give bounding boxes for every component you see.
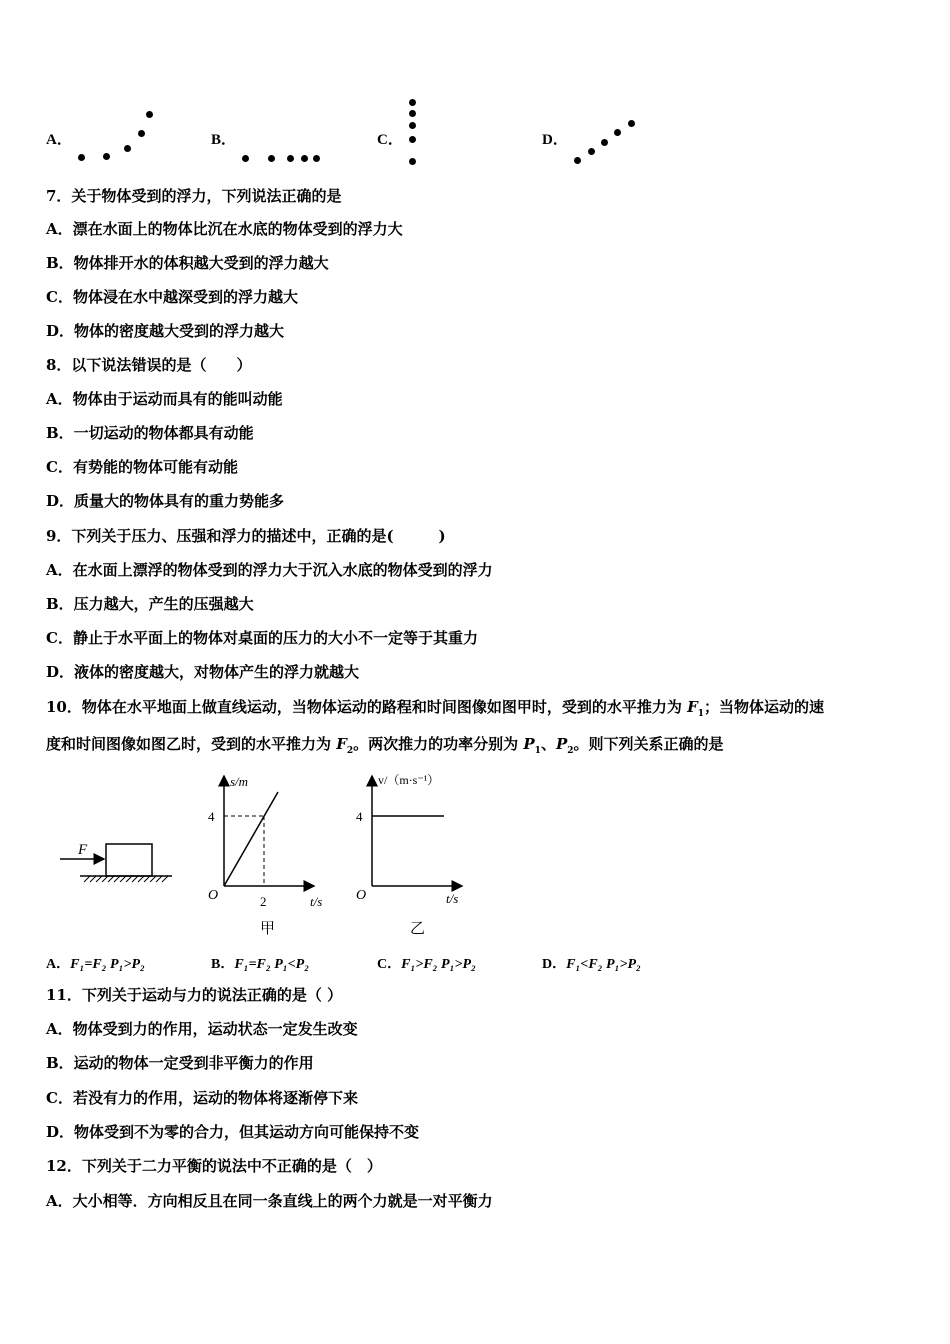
q10-option-d[interactable] — [542, 953, 641, 973]
dot — [301, 155, 308, 162]
dot — [268, 155, 275, 162]
block — [106, 844, 152, 876]
q11-stem: 11．下列关于运动与力的说法正确的是（ ） — [46, 986, 343, 1004]
q8-option-a[interactable]: A．物体由于运动而具有的能叫动能 — [46, 390, 283, 408]
dot — [409, 136, 416, 143]
dot — [78, 154, 85, 161]
q10-p2-sub: 2 — [567, 746, 574, 756]
caption-yi: 乙 — [410, 919, 426, 937]
dot — [146, 111, 153, 118]
q12-option-a[interactable]: A．大小相等．方向相反且在同一条直线上的两个力就是一对平衡力 — [46, 1192, 493, 1210]
graph-jia — [208, 774, 322, 937]
y-tick-label: 4 — [356, 809, 363, 824]
q10-text: 。则下列关系正确的是 — [573, 735, 724, 753]
q10-text: 度和时间图像如图乙时，受到的水平推力为 — [46, 735, 337, 753]
dot — [124, 145, 131, 152]
q10-sep: 、 — [540, 735, 556, 753]
dot — [588, 148, 595, 155]
q10-text: 。两次推力的功率分别为 — [353, 735, 524, 753]
q11-option-b[interactable]: B．运动的物体一定受到非平衡力的作用 — [46, 1054, 314, 1072]
q6-option-c[interactable]: C． — [377, 132, 403, 148]
q10-text: 10．物体在水平地面上做直线运动，当物体运动的路程和时间图像如图甲时，受到的水平推力为 — [46, 698, 688, 716]
q10-p2: P — [555, 735, 568, 753]
q7-option-b[interactable]: B．物体排开水的体积越大受到的浮力越大 — [46, 254, 329, 272]
q12-stem: 12．下列关于二力平衡的说法中不正确的是（ ） — [46, 1157, 382, 1175]
dot — [614, 129, 621, 136]
q10-f1-sub: 1 — [697, 709, 705, 719]
q10-option-letter: C． — [377, 957, 402, 972]
s-t-line — [224, 792, 278, 886]
q10-p1: P — [523, 735, 535, 753]
dot — [628, 120, 635, 127]
q10-p1-sub: 1 — [534, 746, 541, 756]
dot — [313, 155, 320, 162]
q10-option-text: F₁=F₂ P₁>P₂ — [70, 957, 145, 972]
q10-option-c[interactable] — [377, 953, 476, 973]
q6-option-b[interactable]: B． — [211, 132, 237, 148]
dot — [138, 130, 145, 137]
x-axis-label: t/s — [310, 894, 323, 909]
q10-option-a[interactable] — [46, 953, 145, 973]
q9-stem: 9．下列关于压力、压强和浮力的描述中，正确的是( ) — [46, 527, 446, 545]
y-axis-label: v/（m·s⁻¹） — [378, 773, 440, 787]
q10-f1: F — [687, 698, 698, 716]
q10-f2: F — [336, 735, 347, 753]
q9-option-d[interactable]: D．液体的密度越大，对物体产生的浮力就越大 — [46, 663, 360, 681]
x-tick-label: 2 — [260, 894, 267, 909]
dot — [409, 158, 416, 165]
q7-option-d[interactable]: D．物体的密度越大受到的浮力越大 — [46, 322, 285, 340]
dot — [409, 110, 416, 117]
q10-stem-line2 — [46, 734, 724, 761]
q10-option-text: F₁>F₂ P₁>P₂ — [401, 957, 476, 972]
q6-option-a[interactable]: A． — [46, 132, 72, 148]
y-axis-label: s/m — [230, 774, 249, 789]
graph-yi — [356, 773, 462, 937]
q11-option-d[interactable]: D．物体受到不为零的合力，但其运动方向可能保持不变 — [46, 1123, 420, 1141]
q10-option-letter: B． — [211, 957, 235, 972]
q10-text: ；当物体运动的速 — [704, 698, 825, 716]
ground-hatch — [84, 876, 168, 882]
dot — [242, 155, 249, 162]
q10-stem-line1 — [46, 697, 824, 724]
q7-option-a[interactable]: A．漂在水面上的物体比沉在水底的物体受到的浮力大 — [46, 220, 403, 238]
q7-stem: 7．关于物体受到的浮力，下列说法正确的是 — [46, 187, 342, 205]
dot — [287, 155, 294, 162]
q8-option-c[interactable]: C．有势能的物体可能有动能 — [46, 458, 238, 476]
origin-label: O — [356, 888, 367, 903]
dot — [409, 122, 416, 129]
q8-option-b[interactable]: B．一切运动的物体都具有动能 — [46, 424, 254, 442]
q9-option-c[interactable]: C．静止于水平面上的物体对桌面的压力的大小不一定等于其重力 — [46, 629, 478, 647]
dot — [574, 157, 581, 164]
caption-jia: 甲 — [260, 919, 276, 937]
q9-option-b[interactable]: B．压力越大，产生的压强越大 — [46, 595, 254, 613]
origin-label: O — [208, 888, 219, 903]
force-label: F — [78, 842, 88, 858]
q6-option-d[interactable]: D． — [542, 132, 568, 148]
q10-option-letter: D． — [542, 957, 567, 972]
x-axis-label: t/s — [446, 891, 459, 906]
q9-option-a[interactable]: A．在水面上漂浮的物体受到的浮力大于沉入水底的物体受到的浮力 — [46, 561, 493, 579]
q10-option-text: F₁<F₂ P₁>P₂ — [566, 957, 641, 972]
q7-option-c[interactable]: C．物体浸在水中越深受到的浮力越大 — [46, 288, 298, 306]
q11-option-a[interactable]: A．物体受到力的作用，运动状态一定发生改变 — [46, 1020, 358, 1038]
dot — [601, 139, 608, 146]
y-tick-label: 4 — [208, 809, 215, 824]
q10-option-b[interactable] — [211, 953, 309, 973]
q10-f2-sub: 2 — [346, 746, 354, 756]
dot — [409, 99, 416, 106]
q8-option-d[interactable]: D．质量大的物体具有的重力势能多 — [46, 492, 285, 510]
q11-option-c[interactable]: C．若没有力的作用，运动的物体将逐渐停下来 — [46, 1089, 358, 1107]
dot — [103, 153, 110, 160]
q10-option-text: F₁=F₂ P₁<P₂ — [234, 957, 310, 972]
q8-stem: 8．以下说法错误的是（ ） — [46, 356, 252, 374]
q10-figure — [0, 760, 560, 950]
force-diagram — [60, 842, 172, 882]
q10-option-letter: A． — [46, 957, 71, 972]
